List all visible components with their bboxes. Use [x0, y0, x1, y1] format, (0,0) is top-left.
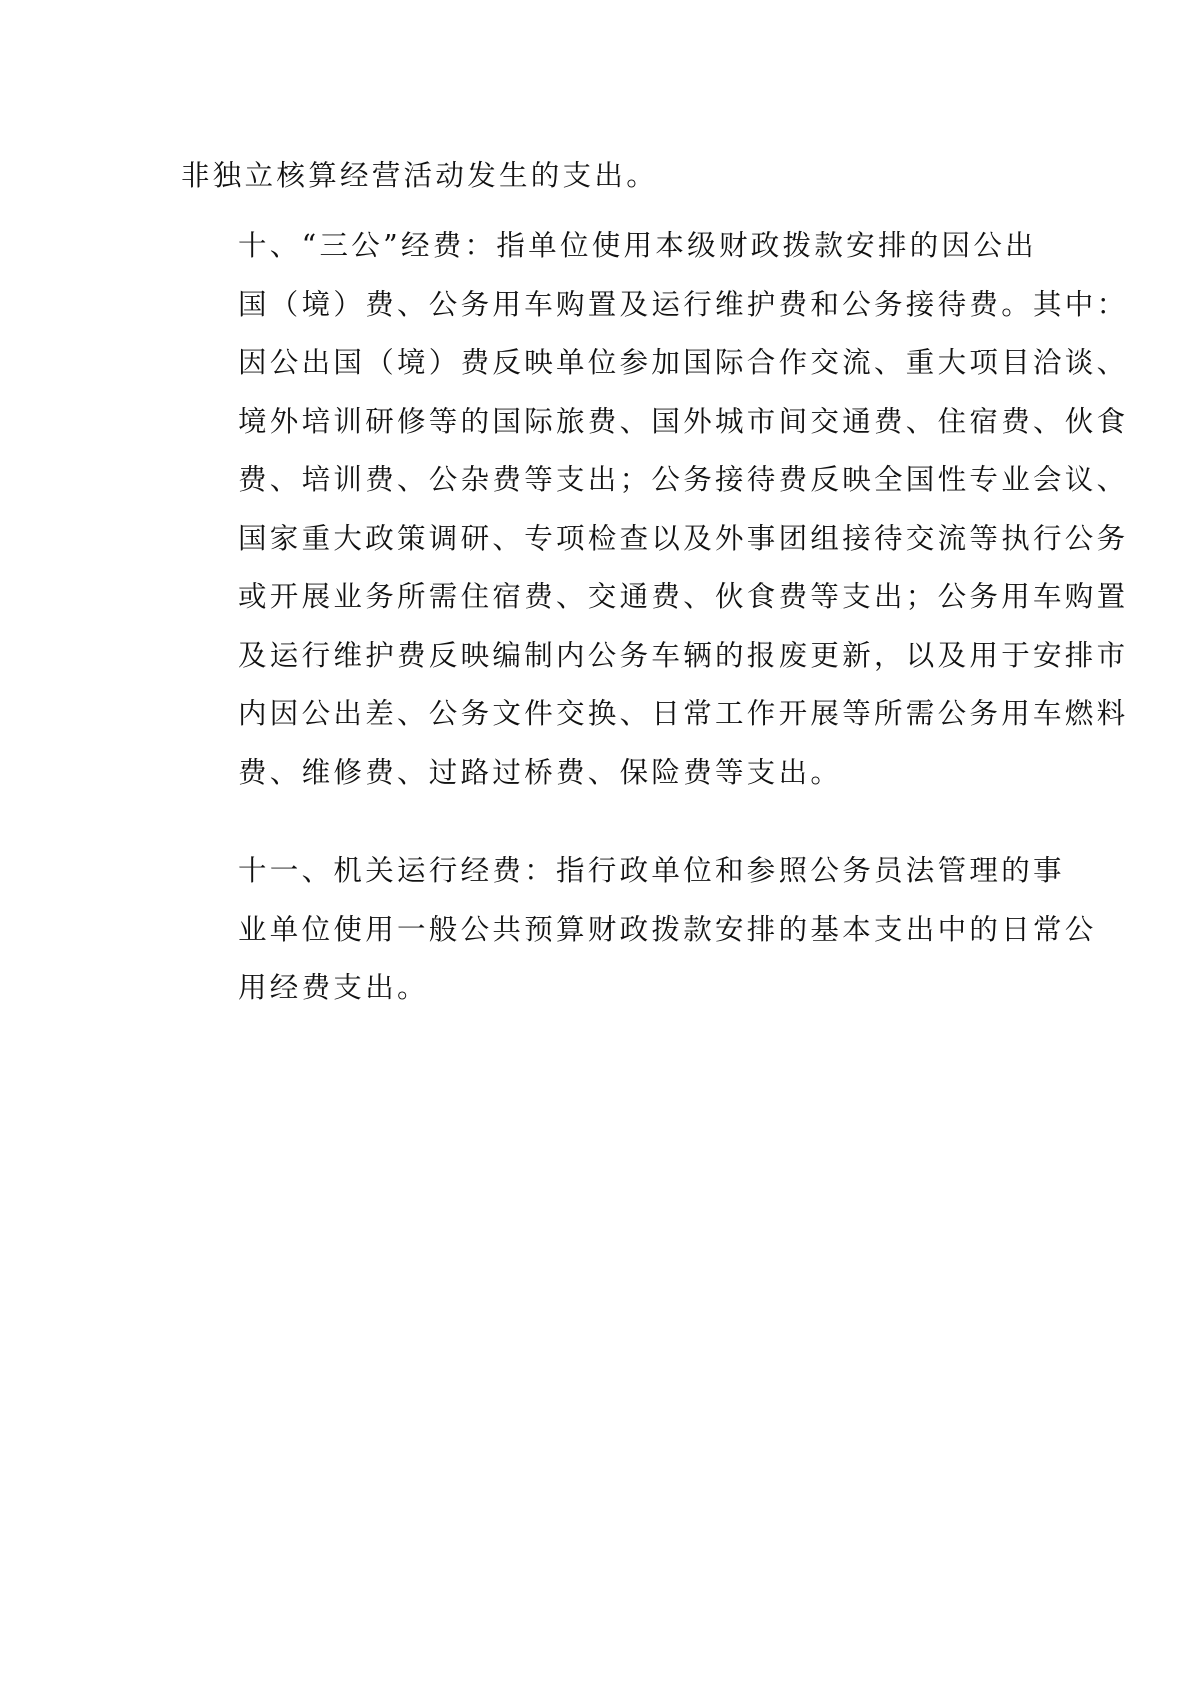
text-line: 十、“三公”经费：指单位使用本级财政拨款安排的因公出 [238, 229, 1037, 262]
text-line: 费、维修费、过路过桥费、保险费等支出。 [238, 755, 843, 789]
text-line: 用经费支出。 [238, 971, 429, 1004]
text-line: 境外培训研修等的国际旅费、国外城市间交通费、住宿费、伙食 [238, 404, 1129, 438]
text-line: 国（境）费、公务用车购置及运行维护费和公务接待费。其中： [238, 287, 1129, 321]
text-line: 及运行维护费反映编制内公务车辆的报废更新，以及用于安排市 [238, 638, 1129, 672]
text-line: 国家重大政策调研、专项检查以及外事团组接待交流等执行公务 [238, 521, 1129, 555]
text-line: 因公出国（境）费反映单位参加国际合作交流、重大项目洽谈、 [238, 346, 1129, 379]
text-line: 费、培训费、公杂费等支出；公务接待费反映全国性专业会议、 [238, 463, 1129, 496]
text-line: 非独立核算经营活动发生的支出。 [181, 159, 659, 192]
paragraph-operating-expenses [181, 842, 1097, 1018]
text-line: 业单位使用一般公共预算财政拨款安排的基本支出中的日常公 [238, 912, 1097, 946]
paragraph-continuation [181, 147, 1021, 206]
paragraph-three-public-expenses [181, 217, 1129, 802]
text-line: 或开展业务所需住宿费、交通费、伙食费等支出；公务用车购置 [238, 580, 1129, 613]
text-line: 内因公出差、公务文件交换、日常工作开展等所需公务用车燃料 [238, 697, 1129, 730]
text-line: 十一、机关运行经费：指行政单位和参照公务员法管理的事 [238, 854, 1065, 887]
